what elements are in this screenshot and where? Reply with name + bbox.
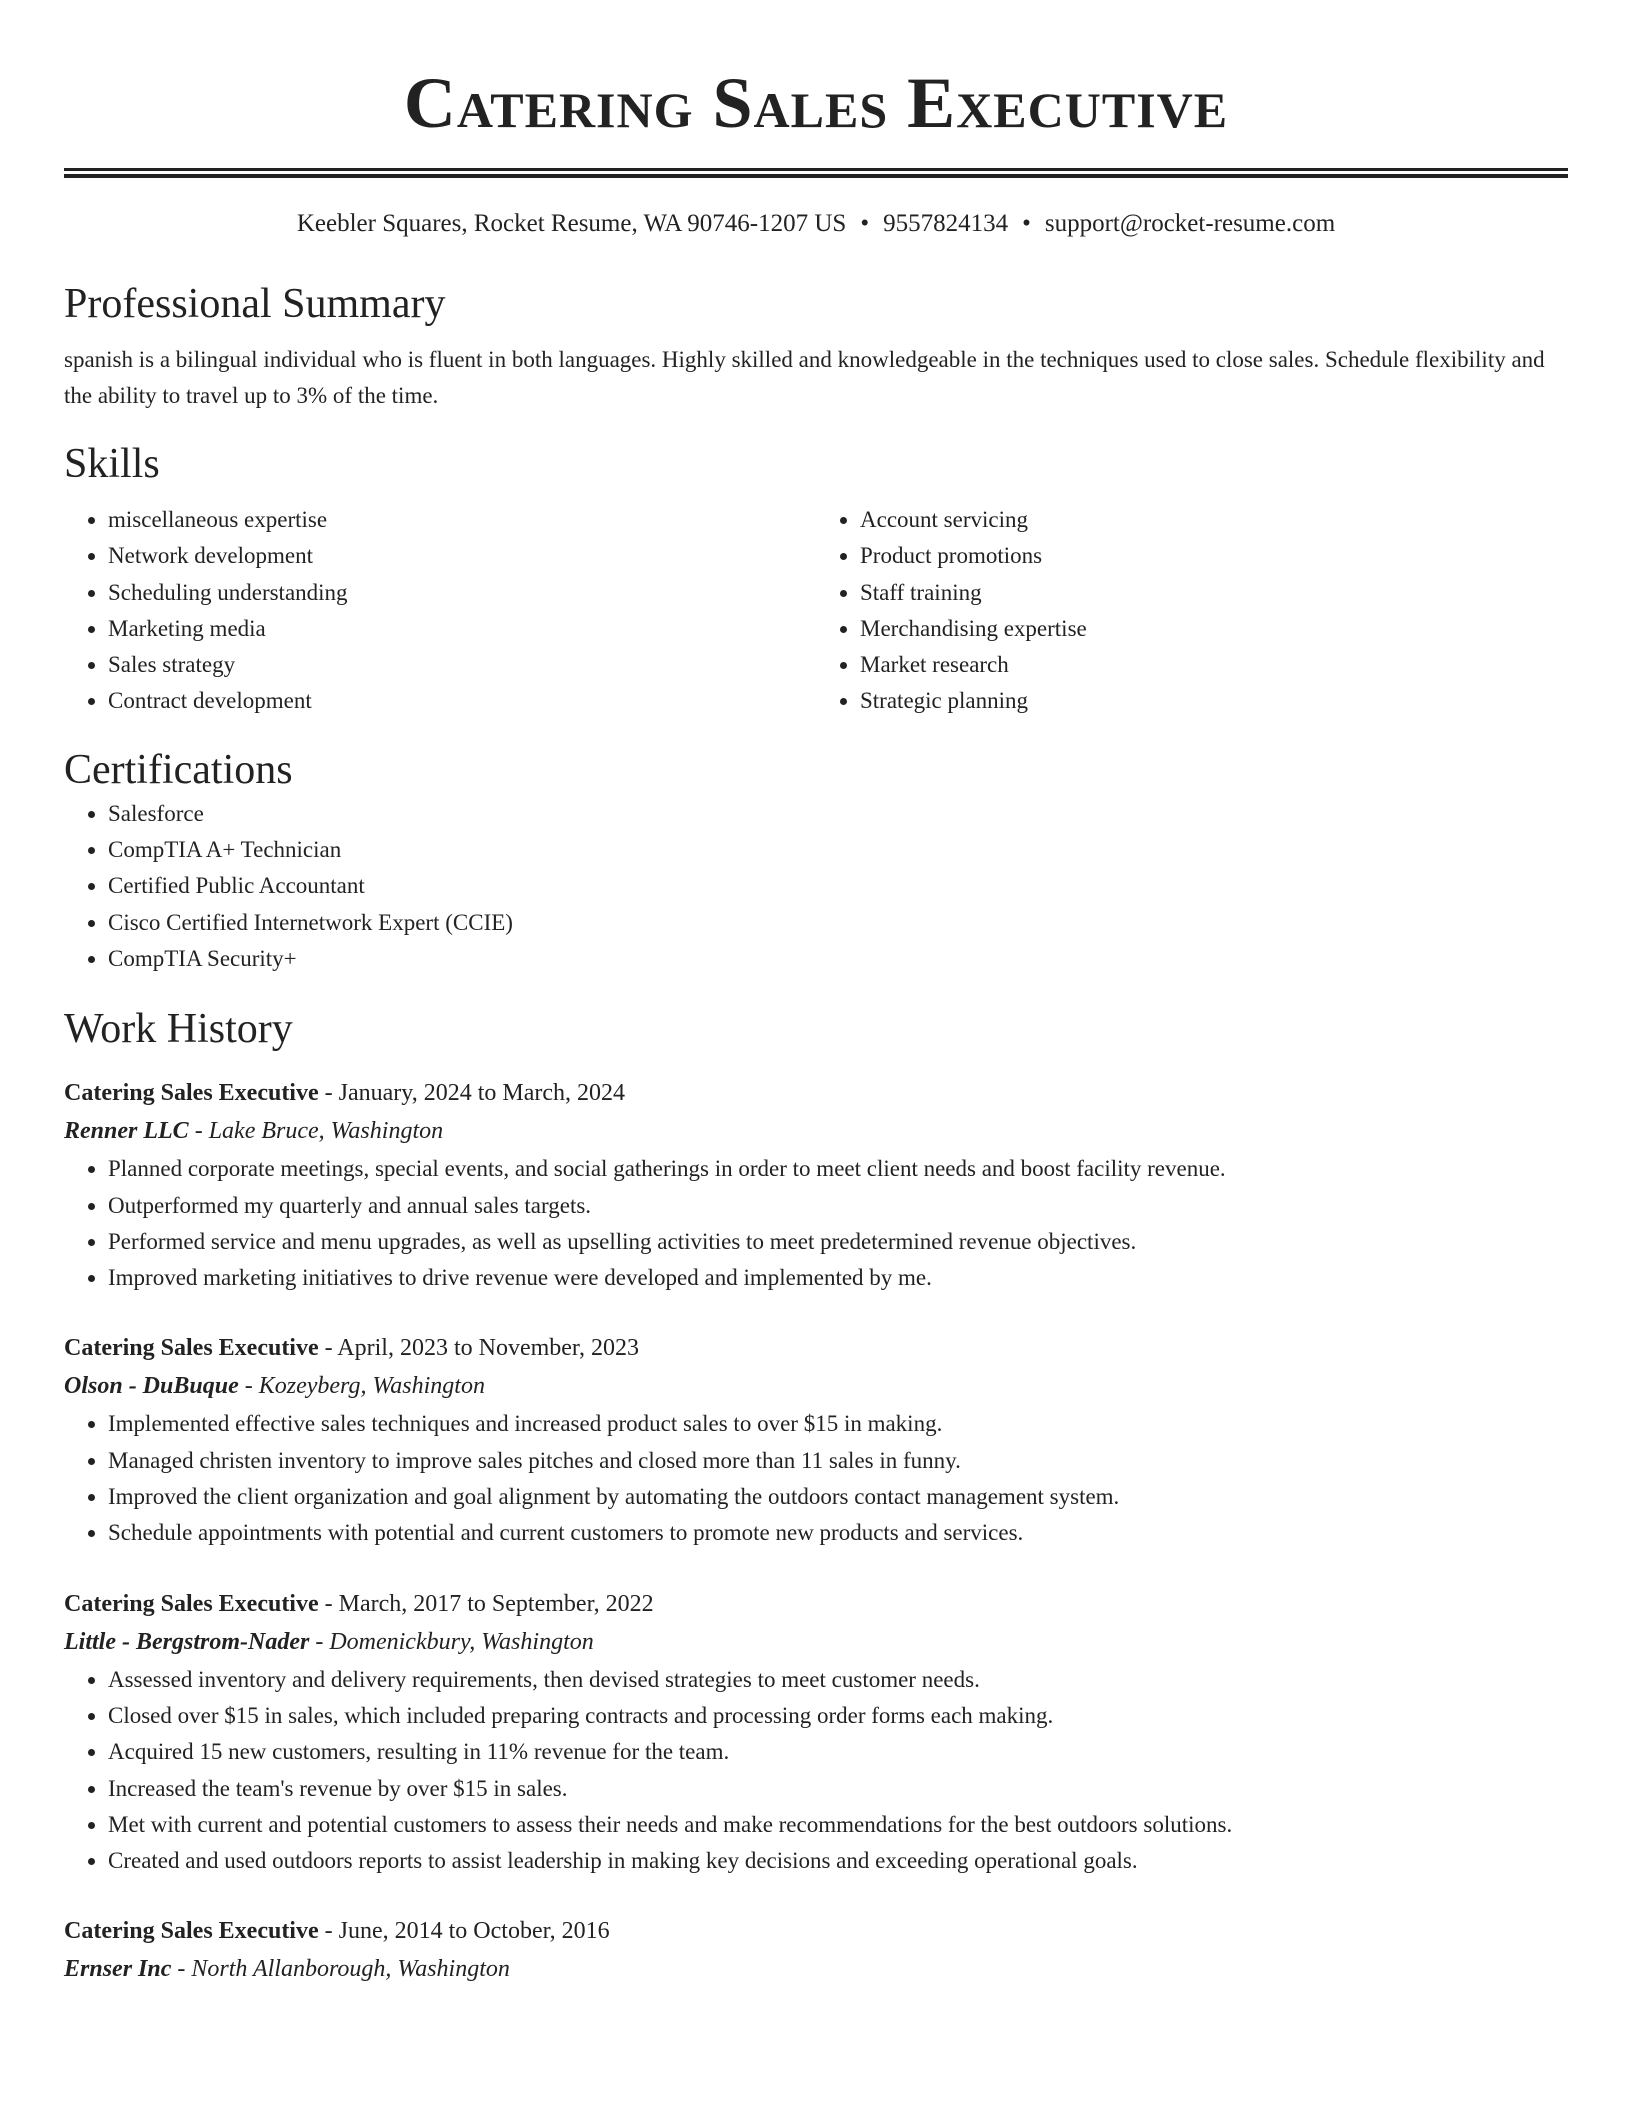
skill-item: • Strategic planning [860, 683, 1568, 719]
job-bullet: • Performed service and menu upgrades, as well as upselling activities to meet predetermined revenue objectives. [108, 1224, 1568, 1260]
job-dash: - [238, 1373, 259, 1400]
skill-item: • Network development [108, 538, 816, 574]
section-title-work-history: Work History [64, 1006, 293, 1053]
job-title: Catering Sales Executive [64, 1080, 319, 1107]
job-dash: - [318, 1590, 339, 1617]
job-location: Lake Bruce, Washington [208, 1118, 444, 1145]
skills-list-left [64, 502, 816, 720]
section-title-certifications: Certifications [64, 746, 293, 793]
certifications-list [64, 796, 1568, 977]
job-bullet: • Managed christen inventory to improve sales pitches and closed more than 11 sales in funny. [108, 1443, 1568, 1479]
section-title-summary: Professional Summary [64, 281, 446, 327]
job-company: Little - Bergstrom-Nader [64, 1628, 310, 1655]
job-entry [64, 1330, 1568, 1551]
job-dash: - [318, 1335, 338, 1362]
certification-item: • CompTIA A+ Technician [108, 832, 1568, 868]
skills-columns [64, 502, 1568, 720]
job-bullet: • Assessed inventory and delivery requirements, then devised strategies to meet customer needs. [108, 1662, 1568, 1698]
job-title: Catering Sales Executive [64, 1335, 319, 1362]
job-bullet: • Schedule appointments with potential and current customers to promote new products and services. [108, 1515, 1568, 1551]
job-company-line [64, 1622, 1568, 1662]
job-entry [64, 1913, 1568, 1989]
job-dates: January, 2024 to March, 2024 [338, 1080, 626, 1107]
certification-item: • Cisco Certified Internetwork Expert (CCIE) [108, 905, 1568, 941]
skill-item: • Contract development [108, 683, 816, 719]
job-bullet: • Outperformed my quarterly and annual sales targets. [108, 1188, 1568, 1224]
job-dash: - [171, 1956, 192, 1983]
job-dates: March, 2017 to September, 2022 [338, 1590, 654, 1617]
job-bullet: • Implemented effective sales techniques and increased product sales to over $15 in making. [108, 1406, 1568, 1442]
job-bullet: • Planned corporate meetings, special events, and social gatherings in order to meet client needs and boost facility revenue. [108, 1151, 1568, 1187]
job-company: Renner LLC [64, 1118, 189, 1145]
skill-item: • Market research [860, 647, 1568, 683]
job-company-line [64, 1949, 1568, 1989]
job-dash: - [318, 1080, 339, 1107]
job-company: Olson - DuBuque [64, 1373, 239, 1400]
job-bullet: • Closed over $15 in sales, which included preparing contracts and processing order forms each making. [108, 1698, 1568, 1734]
skill-item: • Staff training [860, 575, 1568, 611]
skill-item: • Marketing media [108, 611, 816, 647]
job-company-line [64, 1111, 1568, 1151]
job-header [64, 1913, 1568, 1949]
job-location: Kozeyberg, Washington [258, 1373, 485, 1400]
contact-email: support@rocket-resume.com [1044, 210, 1336, 237]
job-title: Catering Sales Executive [64, 1918, 319, 1945]
resume-name-heading: Catering Sales Executive [403, 63, 1229, 143]
job-header [64, 1330, 1568, 1366]
job-bullet: • Created and used outdoors reports to assist leadership in making key decisions and exceeding operational goals. [108, 1843, 1568, 1879]
job-bullet: • Improved the client organization and goal alignment by automating the outdoors contact management system. [108, 1479, 1568, 1515]
skill-item: • Sales strategy [108, 647, 816, 683]
job-header [64, 1075, 1568, 1111]
skill-item: • Product promotions [860, 538, 1568, 574]
job-dash: - [309, 1628, 330, 1655]
contact-address: Keebler Squares, Rocket Resume, WA 90746-1207 US [296, 210, 847, 237]
job-bullet: • Met with current and potential customers to assess their needs and make recommendations for the best outdoors solutions. [108, 1807, 1568, 1843]
job-bullets [64, 1662, 1568, 1880]
resume-page [64, 0, 1568, 1989]
contact-phone: 9557824134 [883, 210, 1009, 237]
job-entry [64, 1075, 1568, 1296]
job-dates: June, 2014 to October, 2016 [338, 1918, 610, 1945]
skills-list-right [816, 502, 1568, 720]
summary-text: spanish is a bilingual individual who is fluent in both languages. Highly skilled and knowledgeable in the techniques used to close sales. Schedule flexibility and the ability to travel up to 3% of the time. [64, 347, 1545, 408]
job-location: North Allanborough, Washington [191, 1956, 510, 1983]
certification-item: • Certified Public Accountant [108, 868, 1568, 904]
skill-item: • miscellaneous expertise [108, 502, 816, 538]
job-header [64, 1586, 1568, 1622]
contact-line [64, 208, 1568, 240]
skill-item: • Merchandising expertise [860, 611, 1568, 647]
job-bullet: • Acquired 15 new customers, resulting in 11% revenue for the team. [108, 1734, 1568, 1770]
certification-item: • CompTIA Security+ [108, 941, 1568, 977]
job-bullet: • Improved marketing initiatives to drive revenue were developed and implemented by me. [108, 1260, 1568, 1296]
certification-item: • Salesforce [108, 796, 1568, 832]
contact-separator: • [860, 210, 870, 237]
job-company-line [64, 1366, 1568, 1406]
job-dash: - [188, 1118, 209, 1145]
contact-separator: • [1022, 210, 1031, 237]
skill-item: • Account servicing [860, 502, 1568, 538]
job-dash: - [318, 1918, 339, 1945]
job-title: Catering Sales Executive [64, 1590, 319, 1617]
job-bullets [64, 1151, 1568, 1296]
job-entry [64, 1586, 1568, 1880]
job-bullet: • Increased the team's revenue by over $15 in sales. [108, 1771, 1568, 1807]
job-dates: April, 2023 to November, 2023 [337, 1335, 639, 1362]
job-bullets [64, 1406, 1568, 1551]
skill-item: • Scheduling understanding [108, 575, 816, 611]
header-double-rule [64, 168, 1568, 178]
section-title-skills: Skills [64, 441, 160, 487]
job-company: Ernser Inc [64, 1956, 172, 1983]
job-location: Domenickbury, Washington [329, 1628, 594, 1655]
